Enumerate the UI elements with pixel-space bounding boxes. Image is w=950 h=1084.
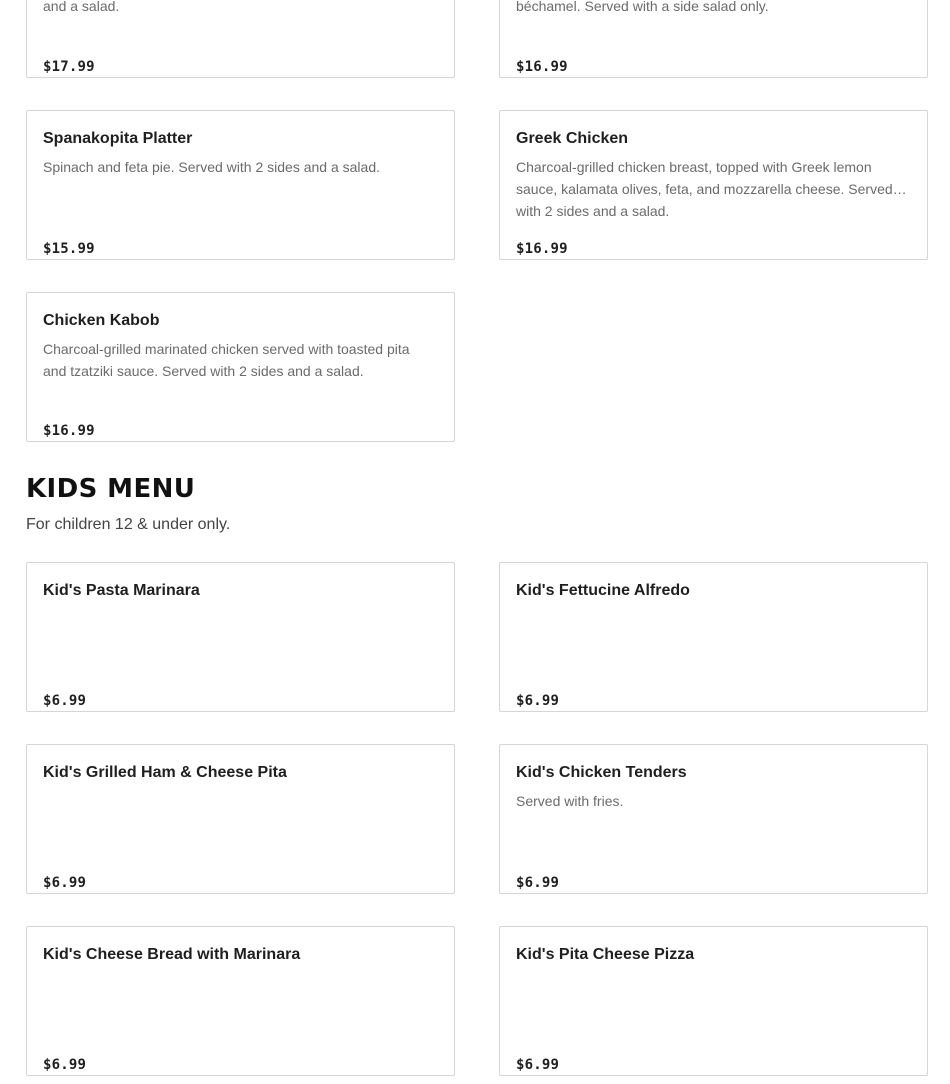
- menu-item-price: $6.99: [516, 875, 560, 891]
- menu-item-card[interactable]: [26, 926, 455, 1076]
- menu-item-card[interactable]: [499, 562, 928, 712]
- menu-item-description: Spinach and feta pie. Served with 2 sides and a salad.: [43, 159, 380, 175]
- menu-item-price: $6.99: [43, 1057, 87, 1073]
- menu-item-card[interactable]: [26, 744, 455, 894]
- menu-item-price: $15.99: [43, 241, 95, 257]
- menu-item-description: béchamel. Served with a side salad only.: [516, 0, 769, 14]
- menu-item-description: and a salad.: [43, 0, 120, 14]
- menu-item-name: Kid's Pasta Marinara: [43, 582, 200, 599]
- menu-item-card[interactable]: [26, 0, 455, 78]
- menu-item-card[interactable]: [26, 292, 455, 442]
- menu-item-card[interactable]: [499, 744, 928, 894]
- menu-item-card[interactable]: [26, 110, 455, 260]
- menu-item-price: $6.99: [516, 1057, 560, 1073]
- menu-item-name: Kid's Cheese Bread with Marinara: [43, 946, 301, 963]
- menu-item-name: Kid's Pita Cheese Pizza: [516, 946, 695, 963]
- menu-item-description: Charcoal-grilled marinated chicken served with toasted pita and tzatziki sauce. Served with 2 sides and a salad.: [43, 341, 410, 379]
- menu-item-card[interactable]: [499, 0, 928, 78]
- menu-item-card[interactable]: [499, 926, 928, 1076]
- menu-item-price: $16.99: [43, 423, 95, 439]
- menu-item-card[interactable]: [26, 562, 455, 712]
- menu-item-name: Kid's Fettucine Alfredo: [516, 582, 690, 599]
- menu-item-price: $6.99: [43, 693, 87, 709]
- menu-item-name: Kid's Chicken Tenders: [516, 764, 687, 781]
- section-title: KIDS MENU: [26, 474, 196, 504]
- menu-item-price: $6.99: [516, 693, 560, 709]
- menu-item-price: $16.99: [516, 59, 568, 75]
- menu-item-price: $17.99: [43, 59, 95, 75]
- menu-item-name: Kid's Grilled Ham & Cheese Pita: [43, 764, 287, 781]
- menu-item-description: Served with fries.: [516, 793, 624, 809]
- menu-item-price: $6.99: [43, 875, 87, 891]
- menu-item-card[interactable]: [499, 110, 928, 260]
- section-subtitle: For children 12 & under only.: [26, 516, 231, 533]
- menu-item-name: Spanakopita Platter: [43, 130, 193, 147]
- menu-item-name: Greek Chicken: [516, 130, 629, 147]
- menu-item-description: Charcoal-grilled chicken breast, topped with Greek lemon sauce, kalamata olives, feta, and mozzarella cheese. Served with 2 sides and a salad.: [516, 159, 893, 219]
- menu-item-name: Chicken Kabob: [43, 312, 160, 329]
- menu-item-price: $16.99: [516, 241, 568, 257]
